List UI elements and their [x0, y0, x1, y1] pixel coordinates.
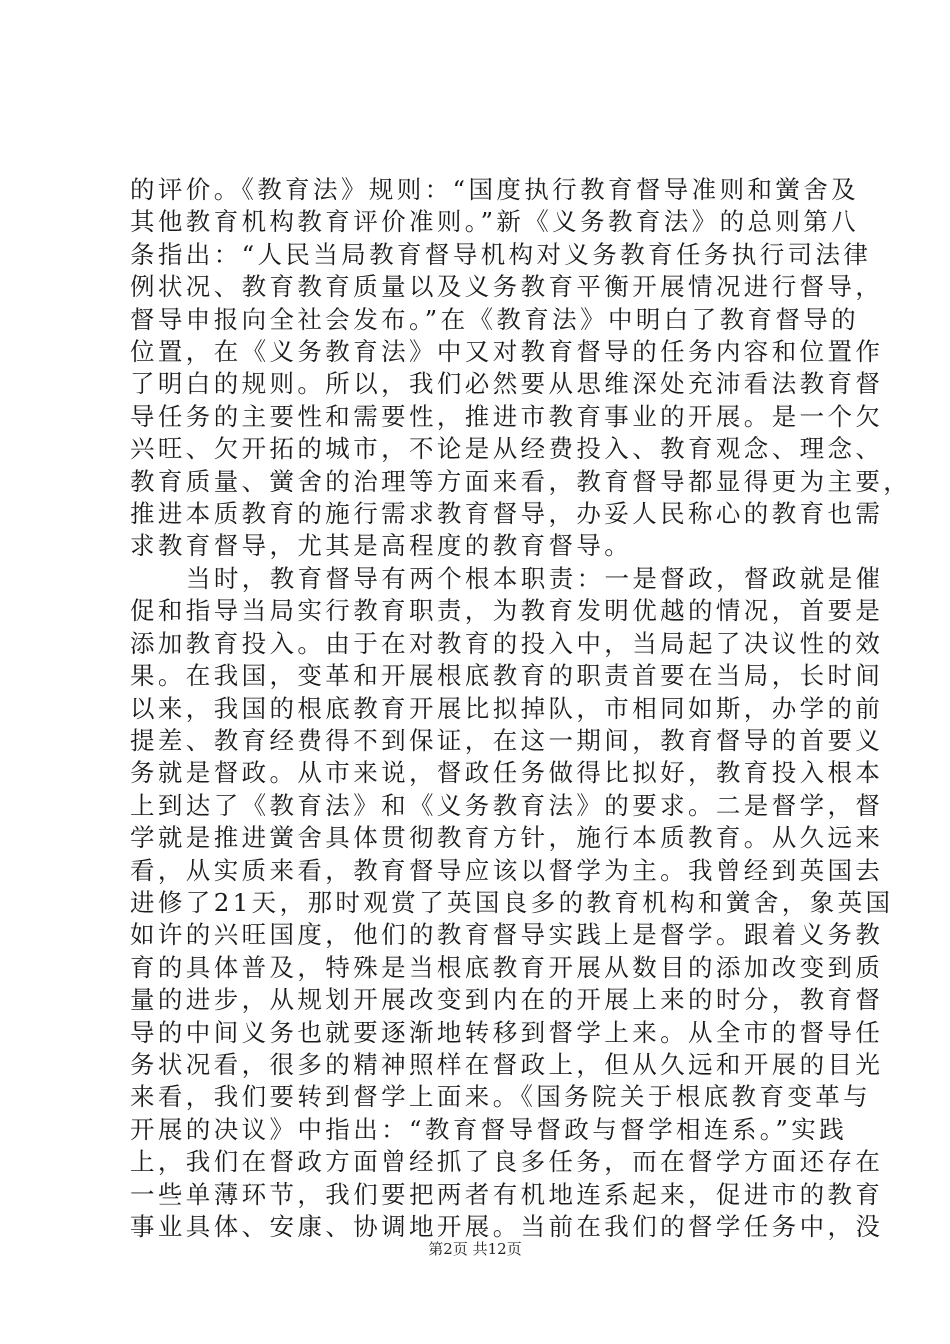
paragraph [130, 563, 894, 1244]
text-line: 导的中间义务也就要逐渐地转移到督学上来。从全市的督导任 [130, 1017, 884, 1047]
text-line: 提差、教育经费得不到保证，在这一期间，教育督导的首要义 [130, 725, 884, 755]
text-line: 其他教育机构教育评价准则。”新《义务教育法》的总则第八 [130, 207, 860, 237]
page-footer: 第2页 共12页 [428, 1240, 522, 1258]
text-line: 育的具体普及，特殊是当根底教育开展从数目的添加改变到质 [130, 952, 884, 982]
text-line: 督导申报向全社会发布。”在《教育法》中明白了教育督导的 [130, 304, 860, 334]
document-body [130, 174, 912, 1243]
text-line: 了明白的规则。所以，我们必然要从思维深处充沛看法教育督 [130, 369, 884, 399]
text-line: 以来，我国的根底教育开展比拟掉队，市相同如斯，办学的前 [130, 693, 884, 723]
text-line: 促和指导当局实行教育职责，为教育发明优越的情况，首要是 [130, 596, 884, 626]
text-line: 当时，教育督导有两个根本职责：一是督政，督政就是催 [186, 563, 884, 593]
text-line: 进修了21天，那时观赏了英国良多的教育机构和黉舍，象英国 [130, 887, 894, 917]
text-line: 一些单薄环节，我们要把两者有机地连系起来，促进市的教育 [130, 1179, 884, 1209]
text-line: 学就是推进黉舍具体贯彻教育方针，施行本质教育。从久远来 [130, 823, 884, 853]
paragraph [130, 174, 912, 563]
text-line: 的评价。《教育法》规则：“国度执行教育督导准则和黉舍及 [130, 175, 860, 204]
text-line: 务状况看，很多的精神照样在督政上，但从久远和开展的目光 [130, 1049, 884, 1079]
text-line: 务就是督政。从市来说，督政任务做得比拟好，教育投入根本 [130, 758, 884, 788]
text-line: 位置，在《义务教育法》中又对教育督导的任务内容和位置作 [130, 337, 884, 367]
text-line: 量的进步，从规划开展改变到内在的开展上来的时分，教育督 [130, 985, 884, 1015]
text-line: 如许的兴旺国度，他们的教育督导实践上是督学。跟着义务教 [130, 920, 884, 950]
text-line: 来看，我们要转到督学上面来。《国务院关于根底教育变革与 [130, 1082, 872, 1112]
text-line: 教育质量、黉舍的治理等方面来看，教育督导都显得更为主要， [130, 466, 912, 496]
text-line: 果。在我国，变革和开展根底教育的职责首要在当局，长时间 [130, 661, 884, 691]
text-line: 条指出：“人民当局教育督导机构对义务教育任务执行司法律 [130, 239, 872, 269]
text-line: 求教育督导，尤其是高程度的教育督导。 [130, 531, 633, 561]
text-line: 上，我们在督政方面曾经抓了良多任务，而在督学方面还存在 [130, 1147, 884, 1177]
text-line: 开展的决议》中指出：“教育督导督政与督学相连系。”实践 [130, 1114, 848, 1144]
text-line: 事业具体、安康、协调地开展。当前在我们的督学任务中，没 [130, 1212, 884, 1241]
text-line: 兴旺、欠开拓的城市，不论是从经费投入、教育观念、理念、 [130, 434, 884, 464]
text-line: 看，从实质来看，教育督导应该以督学为主。我曾经到英国去 [130, 855, 884, 885]
text-line: 添加教育投入。由于在对教育的投入中，当局起了决议性的效 [130, 628, 884, 658]
text-line: 导任务的主要性和需要性，推进市教育事业的开展。是一个欠 [130, 401, 884, 431]
text-line: 例状况、教育教育质量以及义务教育平衡开展情况进行督导， [130, 272, 884, 302]
text-line: 推进本质教育的施行需求教育督导，办妥人民称心的教育也需 [130, 499, 884, 529]
text-line: 上到达了《教育法》和《义务教育法》的要求。二是督学，督 [130, 790, 884, 820]
